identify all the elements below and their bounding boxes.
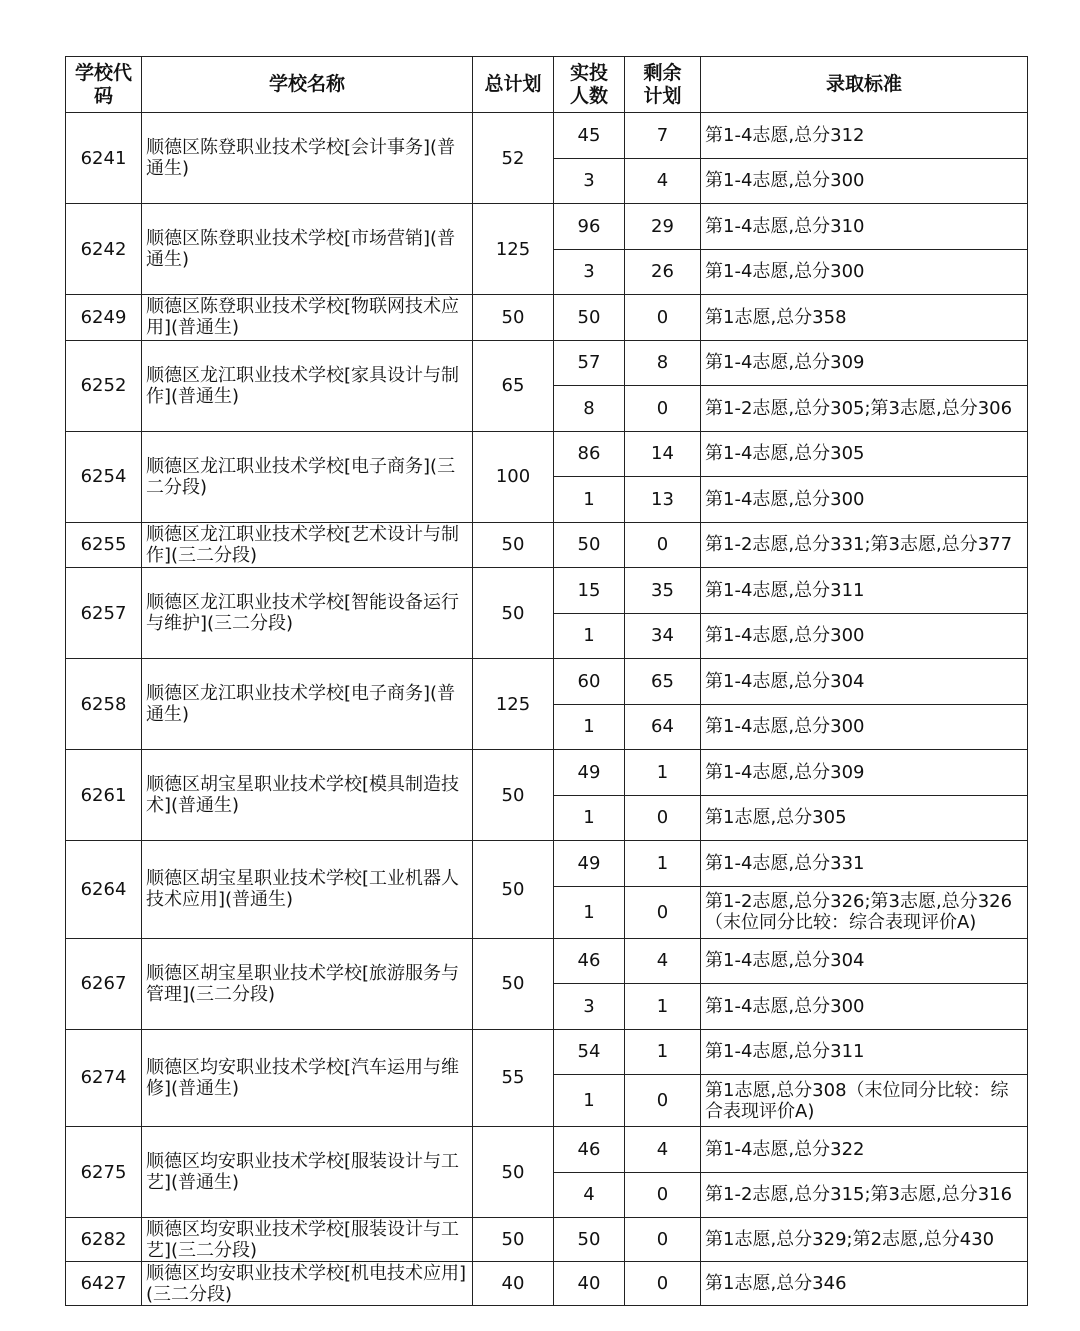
school-name: 顺德区胡宝星职业技术学校[旅游服务与管理](三二分段) bbox=[142, 938, 473, 1029]
admission-standard: 第1-4志愿,总分300 bbox=[701, 158, 1028, 204]
table-row bbox=[66, 204, 1028, 250]
admission-standard: 第1-4志愿,总分304 bbox=[701, 938, 1028, 984]
remaining-plan: 0 bbox=[625, 1218, 701, 1262]
remaining-plan: 7 bbox=[625, 113, 701, 159]
remaining-plan: 26 bbox=[625, 249, 701, 295]
header-remaining: 剩余计划 bbox=[625, 57, 701, 113]
school-name: 顺德区龙江职业技术学校[家具设计与制作](普通生) bbox=[142, 340, 473, 431]
total-plan: 50 bbox=[473, 1218, 554, 1262]
total-plan: 50 bbox=[473, 568, 554, 659]
admission-standard: 第1志愿,总分329;第2志愿,总分430 bbox=[701, 1218, 1028, 1262]
actual-count: 96 bbox=[554, 204, 625, 250]
table-row bbox=[66, 1262, 1028, 1306]
admission-standard: 第1-4志愿,总分311 bbox=[701, 568, 1028, 614]
admission-table bbox=[65, 56, 1028, 1306]
school-name: 顺德区胡宝星职业技术学校[工业机器人技术应用](普通生) bbox=[142, 841, 473, 939]
remaining-plan: 1 bbox=[625, 750, 701, 796]
actual-count: 50 bbox=[554, 1218, 625, 1262]
header-code: 学校代码 bbox=[66, 57, 142, 113]
actual-count: 49 bbox=[554, 841, 625, 887]
remaining-plan: 1 bbox=[625, 1029, 701, 1075]
table-row bbox=[66, 340, 1028, 386]
remaining-plan: 1 bbox=[625, 984, 701, 1030]
school-code: 6258 bbox=[66, 659, 142, 750]
actual-count: 50 bbox=[554, 522, 625, 568]
actual-count: 45 bbox=[554, 113, 625, 159]
remaining-plan: 34 bbox=[625, 613, 701, 659]
school-code: 6274 bbox=[66, 1029, 142, 1127]
school-code: 6242 bbox=[66, 204, 142, 295]
school-name: 顺德区龙江职业技术学校[艺术设计与制作](三二分段) bbox=[142, 522, 473, 568]
admission-standard: 第1-4志愿,总分310 bbox=[701, 204, 1028, 250]
admission-standard: 第1-4志愿,总分305 bbox=[701, 431, 1028, 477]
header-name: 学校名称 bbox=[142, 57, 473, 113]
actual-count: 3 bbox=[554, 984, 625, 1030]
admission-standard: 第1-4志愿,总分312 bbox=[701, 113, 1028, 159]
remaining-plan: 0 bbox=[625, 795, 701, 841]
school-name: 顺德区均安职业技术学校[服装设计与工艺](普通生) bbox=[142, 1127, 473, 1218]
admission-standard: 第1志愿,总分358 bbox=[701, 295, 1028, 341]
admission-standard: 第1-4志愿,总分300 bbox=[701, 477, 1028, 523]
actual-count: 8 bbox=[554, 386, 625, 432]
table-row bbox=[66, 750, 1028, 796]
remaining-plan: 0 bbox=[625, 1262, 701, 1306]
table-row bbox=[66, 1218, 1028, 1262]
school-code: 6254 bbox=[66, 431, 142, 522]
school-code: 6275 bbox=[66, 1127, 142, 1218]
total-plan: 125 bbox=[473, 204, 554, 295]
school-code: 6267 bbox=[66, 938, 142, 1029]
remaining-plan: 8 bbox=[625, 340, 701, 386]
actual-count: 1 bbox=[554, 477, 625, 523]
table-row bbox=[66, 295, 1028, 341]
remaining-plan: 14 bbox=[625, 431, 701, 477]
remaining-plan: 0 bbox=[625, 1172, 701, 1218]
actual-count: 1 bbox=[554, 795, 625, 841]
total-plan: 65 bbox=[473, 340, 554, 431]
remaining-plan: 0 bbox=[625, 1075, 701, 1127]
school-code: 6261 bbox=[66, 750, 142, 841]
header-actual: 实投人数 bbox=[554, 57, 625, 113]
total-plan: 52 bbox=[473, 113, 554, 204]
table-row bbox=[66, 113, 1028, 159]
actual-count: 57 bbox=[554, 340, 625, 386]
actual-count: 1 bbox=[554, 1075, 625, 1127]
remaining-plan: 64 bbox=[625, 704, 701, 750]
admission-standard: 第1-4志愿,总分309 bbox=[701, 750, 1028, 796]
table-row bbox=[66, 841, 1028, 887]
remaining-plan: 1 bbox=[625, 841, 701, 887]
remaining-plan: 13 bbox=[625, 477, 701, 523]
admission-standard: 第1-2志愿,总分331;第3志愿,总分377 bbox=[701, 522, 1028, 568]
school-name: 顺德区均安职业技术学校[服装设计与工艺](三二分段) bbox=[142, 1218, 473, 1262]
remaining-plan: 4 bbox=[625, 158, 701, 204]
total-plan: 125 bbox=[473, 659, 554, 750]
remaining-plan: 35 bbox=[625, 568, 701, 614]
admission-standard: 第1-2志愿,总分305;第3志愿,总分306 bbox=[701, 386, 1028, 432]
total-plan: 50 bbox=[473, 295, 554, 341]
remaining-plan: 4 bbox=[625, 938, 701, 984]
actual-count: 46 bbox=[554, 1127, 625, 1173]
school-code: 6257 bbox=[66, 568, 142, 659]
school-name: 顺德区龙江职业技术学校[电子商务](三二分段) bbox=[142, 431, 473, 522]
header-total-plan: 总计划 bbox=[473, 57, 554, 113]
school-name: 顺德区均安职业技术学校[机电技术应用](三二分段) bbox=[142, 1262, 473, 1306]
remaining-plan: 4 bbox=[625, 1127, 701, 1173]
admission-standard: 第1-4志愿,总分300 bbox=[701, 613, 1028, 659]
actual-count: 40 bbox=[554, 1262, 625, 1306]
actual-count: 4 bbox=[554, 1172, 625, 1218]
admission-standard: 第1-4志愿,总分322 bbox=[701, 1127, 1028, 1173]
remaining-plan: 0 bbox=[625, 295, 701, 341]
school-code: 6249 bbox=[66, 295, 142, 341]
actual-count: 1 bbox=[554, 613, 625, 659]
table-row bbox=[66, 568, 1028, 614]
actual-count: 1 bbox=[554, 704, 625, 750]
school-name: 顺德区陈登职业技术学校[物联网技术应用](普通生) bbox=[142, 295, 473, 341]
school-name: 顺德区龙江职业技术学校[智能设备运行与维护](三二分段) bbox=[142, 568, 473, 659]
admission-standard: 第1-4志愿,总分309 bbox=[701, 340, 1028, 386]
header-row bbox=[66, 57, 1028, 113]
remaining-plan: 65 bbox=[625, 659, 701, 705]
actual-count: 3 bbox=[554, 249, 625, 295]
admission-standard: 第1-2志愿,总分315;第3志愿,总分316 bbox=[701, 1172, 1028, 1218]
total-plan: 55 bbox=[473, 1029, 554, 1127]
admission-standard: 第1志愿,总分308（末位同分比较：综合表现评价A) bbox=[701, 1075, 1028, 1127]
admission-standard: 第1志愿,总分305 bbox=[701, 795, 1028, 841]
remaining-plan: 29 bbox=[625, 204, 701, 250]
actual-count: 3 bbox=[554, 158, 625, 204]
total-plan: 50 bbox=[473, 938, 554, 1029]
admission-standard: 第1-4志愿,总分300 bbox=[701, 984, 1028, 1030]
school-name: 顺德区胡宝星职业技术学校[模具制造技术](普通生) bbox=[142, 750, 473, 841]
school-code: 6252 bbox=[66, 340, 142, 431]
school-code: 6427 bbox=[66, 1262, 142, 1306]
school-code: 6282 bbox=[66, 1218, 142, 1262]
table-row bbox=[66, 659, 1028, 705]
total-plan: 50 bbox=[473, 841, 554, 939]
header-standard: 录取标准 bbox=[701, 57, 1028, 113]
school-name: 顺德区均安职业技术学校[汽车运用与维修](普通生) bbox=[142, 1029, 473, 1127]
total-plan: 100 bbox=[473, 431, 554, 522]
actual-count: 54 bbox=[554, 1029, 625, 1075]
actual-count: 60 bbox=[554, 659, 625, 705]
admission-standard: 第1-4志愿,总分331 bbox=[701, 841, 1028, 887]
actual-count: 86 bbox=[554, 431, 625, 477]
school-name: 顺德区陈登职业技术学校[市场营销](普通生) bbox=[142, 204, 473, 295]
remaining-plan: 0 bbox=[625, 522, 701, 568]
table-row bbox=[66, 938, 1028, 984]
actual-count: 15 bbox=[554, 568, 625, 614]
admission-standard: 第1-4志愿,总分300 bbox=[701, 249, 1028, 295]
actual-count: 50 bbox=[554, 295, 625, 341]
school-code: 6264 bbox=[66, 841, 142, 939]
actual-count: 46 bbox=[554, 938, 625, 984]
actual-count: 1 bbox=[554, 886, 625, 938]
school-name: 顺德区陈登职业技术学校[会计事务](普通生) bbox=[142, 113, 473, 204]
actual-count: 49 bbox=[554, 750, 625, 796]
admission-standard: 第1-4志愿,总分304 bbox=[701, 659, 1028, 705]
remaining-plan: 0 bbox=[625, 886, 701, 938]
admission-standard: 第1-4志愿,总分300 bbox=[701, 704, 1028, 750]
school-name: 顺德区龙江职业技术学校[电子商务](普通生) bbox=[142, 659, 473, 750]
table-row bbox=[66, 1029, 1028, 1075]
admission-standard: 第1-4志愿,总分311 bbox=[701, 1029, 1028, 1075]
total-plan: 50 bbox=[473, 750, 554, 841]
school-code: 6241 bbox=[66, 113, 142, 204]
total-plan: 50 bbox=[473, 1127, 554, 1218]
table-row bbox=[66, 431, 1028, 477]
admission-standard: 第1-2志愿,总分326;第3志愿,总分326 （末位同分比较：综合表现评价A) bbox=[701, 886, 1028, 938]
school-code: 6255 bbox=[66, 522, 142, 568]
total-plan: 50 bbox=[473, 522, 554, 568]
total-plan: 40 bbox=[473, 1262, 554, 1306]
remaining-plan: 0 bbox=[625, 386, 701, 432]
table-row bbox=[66, 522, 1028, 568]
admission-standard: 第1志愿,总分346 bbox=[701, 1262, 1028, 1306]
table-row bbox=[66, 1127, 1028, 1173]
